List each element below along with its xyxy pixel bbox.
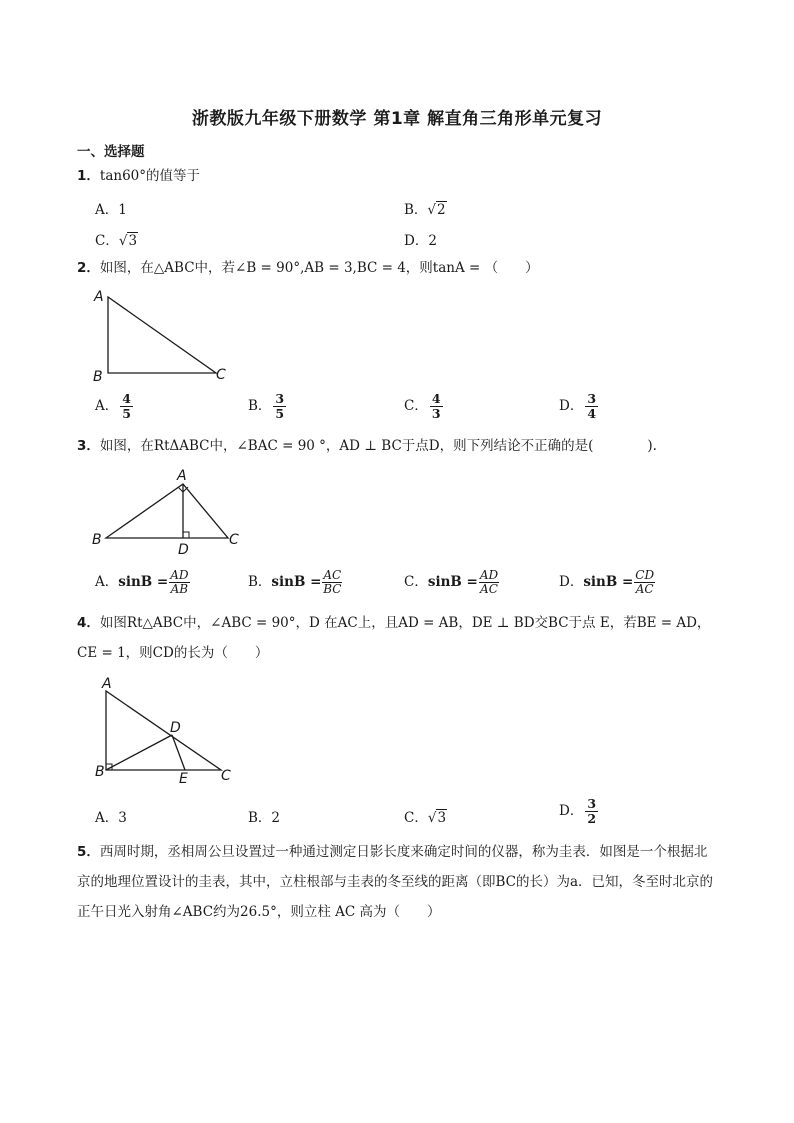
option-value: 2 bbox=[437, 202, 446, 218]
denominator: 2 bbox=[587, 811, 597, 826]
option-label: D． bbox=[559, 574, 584, 590]
numerator: 3 bbox=[587, 796, 597, 811]
question-1 bbox=[77, 166, 200, 186]
fraction bbox=[479, 569, 499, 596]
fraction bbox=[585, 797, 598, 826]
q1-option-a[interactable] bbox=[95, 198, 127, 218]
fraction bbox=[634, 569, 655, 596]
foot-label-d: D bbox=[178, 542, 189, 558]
right-angle-mark bbox=[183, 532, 189, 538]
denominator: 3 bbox=[431, 406, 441, 421]
q4-option-d[interactable] bbox=[559, 797, 598, 826]
option-label: A． bbox=[95, 202, 119, 218]
option-value: 3 bbox=[118, 810, 127, 826]
q3-option-c[interactable] bbox=[404, 569, 500, 596]
option-label: B． bbox=[404, 202, 428, 218]
denominator: 5 bbox=[275, 406, 285, 421]
fraction bbox=[120, 392, 133, 421]
question-3 bbox=[77, 436, 657, 456]
q1-option-c[interactable] bbox=[95, 229, 138, 249]
option-label: B． bbox=[248, 810, 272, 826]
q3-triangle-figure bbox=[88, 466, 258, 558]
question-number: 5． bbox=[77, 844, 100, 860]
section-heading: 一、选择题 bbox=[77, 144, 145, 160]
option-lhs: sinB = bbox=[118, 574, 169, 590]
option-value: 3 bbox=[437, 810, 447, 826]
option-value: 1 bbox=[118, 202, 127, 218]
point-label-e: E bbox=[179, 771, 188, 787]
question-2 bbox=[77, 258, 539, 278]
question-text: 西周时期，丞相周公旦设置过一种通过测定日影长度来确定时间的仪器，称为圭表．如图是一个根据北京的地理位置设计的圭表，其中，立柱根部与圭表的冬至线的距离（即BC的长）为a．已知，冬至时北京的正午日光入射角∠ABC约为26.5°，则立柱 AC 高为（ ） bbox=[77, 844, 714, 920]
q2-option-a[interactable] bbox=[95, 392, 133, 421]
denominator: 4 bbox=[587, 406, 597, 421]
vertex-label-b: B bbox=[93, 369, 103, 385]
option-value: 2 bbox=[428, 233, 437, 249]
question-stem: 如图，在△ABC中，若∠B = 90°,AB = 3,BC = 4，则tanA = （ ） bbox=[99, 260, 539, 276]
numerator: 3 bbox=[275, 391, 285, 406]
question-stem: tan60°的值等于 bbox=[99, 168, 201, 184]
numerator: 3 bbox=[587, 391, 597, 406]
option-label: D． bbox=[404, 233, 429, 249]
vertex-label-c: C bbox=[229, 532, 239, 548]
sqrt-expression: √3 bbox=[118, 233, 138, 249]
option-label: C． bbox=[404, 398, 428, 414]
question-stem: 如图Rt△ABC中，∠ABC = 90°，D 在AC上，且AD = AB，DE ⊥ BD交BC于点 E，若BE = AD， bbox=[99, 615, 711, 631]
question-number: 1． bbox=[77, 168, 100, 184]
option-label: B． bbox=[248, 574, 272, 590]
numerator: CD bbox=[635, 568, 655, 582]
q4-option-b[interactable] bbox=[248, 806, 280, 826]
numerator: AC bbox=[323, 568, 342, 582]
fraction bbox=[273, 392, 286, 421]
question-stem: 如图，在RtΔABC中，∠BAC = 90 °，AD ⊥ BC于点D，则下列结论不正确的是( ). bbox=[99, 438, 657, 454]
option-lhs: sinB = bbox=[271, 574, 322, 590]
option-label: D． bbox=[559, 803, 584, 819]
numerator: 4 bbox=[431, 391, 441, 406]
denominator: AC bbox=[480, 582, 498, 596]
point-label-d: D bbox=[170, 720, 181, 736]
vertex-label-b: B bbox=[92, 532, 102, 548]
denominator: BC bbox=[323, 582, 342, 596]
q4-option-c[interactable] bbox=[404, 806, 447, 826]
triangle-shape bbox=[108, 297, 216, 373]
question-4-line-2: CE = 1，则CD的长为（ ） bbox=[77, 645, 269, 661]
option-label: A． bbox=[95, 574, 119, 590]
vertex-label-a: A bbox=[94, 289, 104, 305]
numerator: AD bbox=[479, 568, 499, 582]
option-label: C． bbox=[95, 233, 119, 249]
question-number: 3． bbox=[77, 438, 100, 454]
fraction bbox=[169, 569, 189, 596]
question-number: 2． bbox=[77, 260, 100, 276]
page-title: 浙教版九年级下册数学 第1章 解直角三角形单元复习 bbox=[191, 109, 603, 129]
denominator: AC bbox=[635, 582, 654, 596]
option-label: D． bbox=[559, 398, 584, 414]
option-value: 3 bbox=[128, 233, 138, 249]
sqrt-expression: √2 bbox=[427, 202, 446, 218]
vertex-label-c: C bbox=[216, 367, 226, 383]
triangle-shape bbox=[106, 484, 228, 538]
q1-option-b[interactable] bbox=[404, 198, 447, 218]
q4-option-a[interactable] bbox=[95, 806, 127, 826]
vertex-label-b: B bbox=[95, 764, 105, 780]
vertex-label-a: A bbox=[102, 676, 112, 692]
option-label: A． bbox=[95, 398, 119, 414]
question-5 bbox=[77, 837, 717, 927]
option-label: C． bbox=[404, 810, 428, 826]
option-lhs: sinB = bbox=[583, 574, 634, 590]
fraction bbox=[430, 392, 443, 421]
option-value: 2 bbox=[271, 810, 281, 826]
numerator: AD bbox=[170, 568, 189, 582]
q2-option-b[interactable] bbox=[248, 392, 286, 421]
q3-option-d[interactable] bbox=[559, 569, 656, 596]
q2-option-d[interactable] bbox=[559, 392, 598, 421]
option-label: A． bbox=[95, 810, 119, 826]
q2-triangle-figure bbox=[88, 285, 248, 390]
vertex-label-a: A bbox=[177, 468, 187, 484]
vertex-label-c: C bbox=[221, 768, 231, 784]
sqrt-expression: √3 bbox=[427, 810, 447, 826]
numerator: 4 bbox=[122, 391, 131, 406]
fraction bbox=[322, 569, 342, 596]
question-4-line-1 bbox=[77, 613, 710, 633]
q1-option-d[interactable] bbox=[404, 229, 437, 249]
q4-triangle-figure bbox=[88, 673, 248, 788]
option-lhs: sinB = bbox=[427, 574, 478, 590]
q3-option-b[interactable] bbox=[248, 569, 343, 596]
denominator: 5 bbox=[122, 406, 131, 421]
segment-bd bbox=[106, 735, 172, 770]
question-number: 4． bbox=[77, 615, 100, 631]
fraction bbox=[585, 392, 598, 421]
denominator: AB bbox=[170, 582, 189, 596]
q2-option-c[interactable] bbox=[404, 392, 443, 421]
q3-option-a[interactable] bbox=[95, 569, 191, 596]
option-label: B． bbox=[248, 398, 272, 414]
triangle-shape bbox=[106, 691, 221, 770]
option-label: C． bbox=[404, 574, 428, 590]
